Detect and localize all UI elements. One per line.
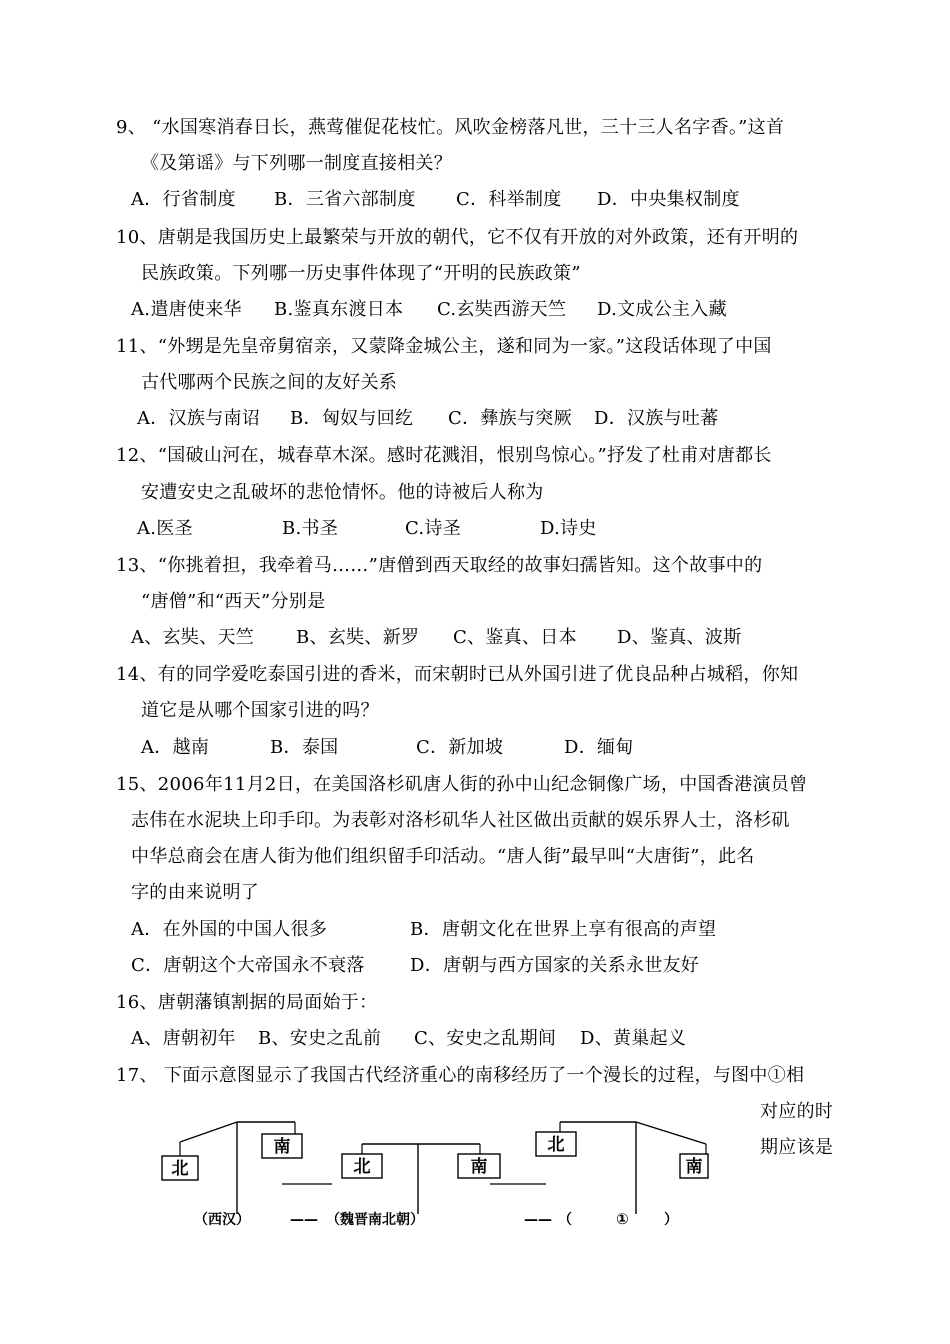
q9-option-b: B．三省六部制度 [274,189,416,210]
q17-line-3: 期应该是 [760,1137,834,1158]
scale-1-south-label: 南 [273,1137,291,1157]
q9-option-c: C．科举制度 [456,189,562,210]
scale-1-north-label: 北 [171,1159,189,1179]
q11-line-2: 古代哪两个民族之间的友好关系 [141,372,398,393]
q13-option-c: C、鉴真、日本 [453,627,577,648]
q9-option-a: A．行省制度 [131,189,236,210]
period-unknown-marker: ① [616,1210,629,1228]
q11-line-1: 11、“外甥是先皇帝舅宿亲，又蒙降金城公主，遂和同为一家。”这段话体现了中国 [116,336,772,357]
q11-option-d: D．汉族与吐蕃 [594,408,719,429]
q14-line-1: 14、有的同学爱吃泰国引进的香米，而宋朝时已从外国引进了优良品种占城稻，你知 [116,664,799,685]
q10-option-c: C.玄奘西游天竺 [437,299,567,320]
q16-option-a: A、唐朝初年 [131,1028,236,1049]
q15-option-a: A．在外国的中国人很多 [131,919,328,940]
q10-line-2: 民族政策。下列哪一历史事件体现了“开明的民族政策” [141,263,581,284]
q12-option-d: D.诗史 [540,518,597,539]
q15-line-1: 15、2006年11月2日，在美国洛杉矶唐人街的孙中山纪念铜像广场，中国香港演员曾 [116,774,808,795]
q9-line-2: 《及第谣》与下列哪一制度直接相关？ [141,153,453,174]
q15-option-d: D．唐朝与西方国家的关系永世友好 [410,955,700,976]
q16-option-d: D、黄巢起义 [580,1028,687,1049]
q15-line-2: 志伟在水泥块上印手印。为表彰对洛杉矶华人社区做出贡献的娱乐界人士，洛杉矶 [131,810,790,831]
balance-diagram [150,1112,710,1232]
q17-line-2: 对应的时 [760,1101,834,1122]
connector-1: —— [290,1212,318,1228]
q9-line-1: 9、 “水国寒消春日长，燕莺催促花枝忙。风吹金榜落凡世，三十三人名字香。”这首 [116,117,785,138]
q17-line-1: 17、 下面示意图显示了我国古代经济重心的南移经历了一个漫长的过程，与图中①相 [116,1065,805,1086]
scale-3-south-label: 南 [685,1157,703,1177]
q12-option-a: A.医圣 [137,518,193,539]
period-unknown-open: （ [558,1212,572,1228]
scale-3-north-label: 北 [547,1135,565,1155]
q12-line-1: 12、“国破山河在，城春草木深。感时花溅泪，恨别鸟惊心。”抒发了杜甫对唐都长 [116,445,772,466]
q16-option-c: C、安史之乱期间 [414,1028,557,1049]
period-unknown-close: ） [664,1212,678,1228]
q14-line-2: 道它是从哪个国家引进的吗？ [141,700,379,721]
scale-1-beam-left [180,1122,237,1142]
q10-option-d: D.文成公主入藏 [597,299,727,320]
q11-option-c: C．彝族与突厥 [448,408,572,429]
q14-option-b: B．泰国 [270,737,339,758]
q16-option-b: B、安史之乱前 [258,1028,382,1049]
q13-option-d: D、鉴真、波斯 [617,627,742,648]
q15-line-4: 字的由来说明了 [131,882,260,903]
q11-option-b: B．匈奴与回纥 [290,408,414,429]
q16-line-1: 16、唐朝藩镇割据的局面始于： [116,992,378,1013]
connector-2: —— [524,1212,552,1228]
q12-line-2: 安遭安史之乱破坏的悲怆情怀。他的诗被后人称为 [141,482,544,503]
scale-2-south-label: 南 [470,1157,488,1177]
q15-option-c: C．唐朝这个大帝国永不衰落 [131,955,365,976]
period-western-han: （西汉） [194,1212,250,1228]
period-wei-jin: （魏晋南北朝） [326,1212,424,1228]
q11-option-a: A．汉族与南诏 [137,408,261,429]
q9-option-d: D．中央集权制度 [597,189,740,210]
q15-line-3: 中华总商会在唐人街为他们组织留手印活动。“唐人街”最早叫“大唐街”，此名 [131,846,755,867]
scale-2-north-label: 北 [353,1157,371,1177]
q13-option-b: B、玄奘、新罗 [296,627,420,648]
q13-line-2: “唐僧”和“西天”分别是 [141,591,326,612]
q10-option-a: A.遣唐使来华 [131,299,242,320]
q10-line-1: 10、唐朝是我国历史上最繁荣与开放的朝代，它不仅有开放的对外政策，还有开明的 [116,227,799,248]
q13-line-1: 13、“你挑着担，我牵着马……”唐僧到西天取经的故事妇孺皆知。这个故事中的 [116,555,763,576]
q12-option-b: B.书圣 [282,518,339,539]
q13-option-a: A、玄奘、天竺 [131,627,255,648]
q10-option-b: B.鉴真东渡日本 [274,299,404,320]
q14-option-a: A．越南 [141,737,210,758]
q14-option-c: C．新加坡 [416,737,504,758]
q15-option-b: B．唐朝文化在世界上享有很高的声望 [410,919,717,940]
q14-option-d: D．缅甸 [564,737,634,758]
q12-option-c: C.诗圣 [405,518,462,539]
scale-3-beam-right [636,1122,706,1144]
economic-center-diagram [150,1112,710,1232]
